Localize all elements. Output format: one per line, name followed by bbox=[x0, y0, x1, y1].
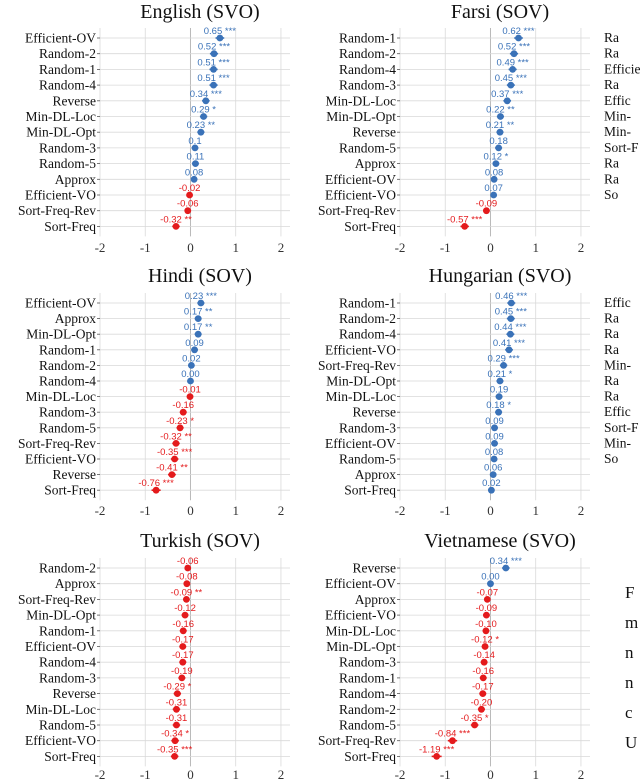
category-label: Efficient-OV bbox=[325, 435, 396, 451]
x-tick-label: -2 bbox=[394, 240, 406, 255]
cropped-caption-text: U bbox=[625, 733, 638, 752]
data-label: 0.44 *** bbox=[494, 322, 527, 334]
cropped-category-label: Effic bbox=[604, 92, 631, 108]
data-label: 0.52 *** bbox=[197, 41, 231, 53]
category-label: Min-DL-Loc bbox=[25, 701, 96, 717]
category-label: Random-5 bbox=[39, 717, 96, 733]
category-label: Random-2 bbox=[39, 357, 96, 373]
cropped-category-label: Sort-F bbox=[604, 419, 639, 435]
category-label: Random-4 bbox=[39, 77, 96, 93]
category-label: Efficient-VO bbox=[325, 342, 396, 358]
cropped-category-label: Effic bbox=[604, 404, 631, 420]
data-label: -0.35 *** bbox=[156, 744, 193, 756]
category-label: Sort-Freq bbox=[44, 218, 96, 234]
category-label: Efficient-VO bbox=[25, 187, 96, 203]
data-label: -0.31 bbox=[165, 713, 188, 724]
x-tick-label: -1 bbox=[139, 240, 151, 255]
x-tick-label: 0 bbox=[187, 240, 194, 255]
panel-title: Turkish (SOV) bbox=[140, 530, 260, 552]
x-tick-label: -1 bbox=[139, 503, 151, 518]
data-label: -0.09 bbox=[475, 198, 498, 210]
category-label: Reverse bbox=[52, 467, 96, 483]
category-label: Random-1 bbox=[39, 623, 96, 639]
category-label: Reverse bbox=[352, 124, 396, 140]
x-tick-label: -1 bbox=[439, 503, 451, 518]
data-label: -0.16 bbox=[472, 665, 495, 677]
category-label: Efficient-OV bbox=[25, 295, 96, 311]
category-label: Min-DL-Loc bbox=[325, 93, 396, 109]
x-tick-label: 2 bbox=[277, 503, 285, 518]
data-label: 0.49 *** bbox=[496, 57, 529, 69]
data-label: -0.16 bbox=[172, 400, 195, 412]
data-label: -1.19 *** bbox=[418, 744, 455, 756]
data-label: 0.62 *** bbox=[502, 26, 535, 37]
category-label: Approx bbox=[354, 467, 396, 483]
data-label: -0.12 bbox=[174, 603, 196, 615]
category-label: Reverse bbox=[352, 404, 396, 420]
data-label: 0.23 *** bbox=[184, 291, 217, 302]
cropped-category-label: Ra bbox=[604, 155, 619, 171]
data-label: 0.17 ** bbox=[183, 306, 213, 318]
category-label: Random-5 bbox=[339, 451, 396, 467]
category-label: Min-DL-Opt bbox=[26, 124, 96, 140]
data-label: -0.29 * bbox=[163, 681, 192, 693]
cropped-category-label: Ra bbox=[604, 171, 619, 187]
category-label: Sort-Freq bbox=[44, 482, 96, 498]
x-tick-label: 0 bbox=[187, 503, 194, 518]
category-label: Sort-Freq bbox=[344, 218, 396, 234]
x-tick-label: -2 bbox=[394, 503, 406, 518]
data-label: -0.17 bbox=[471, 681, 494, 693]
data-label: 0.37 *** bbox=[491, 88, 524, 100]
data-label: 0.02 bbox=[482, 478, 501, 490]
category-label: Random-2 bbox=[339, 311, 396, 327]
x-tick-label: 0 bbox=[187, 767, 194, 782]
category-label: Random-1 bbox=[39, 61, 96, 77]
data-label: -0.09 ** bbox=[170, 587, 203, 599]
category-label: Sort-Freq-Rev bbox=[318, 733, 396, 749]
category-label: Random-5 bbox=[39, 420, 96, 436]
category-label: Min-DL-Opt bbox=[26, 607, 96, 623]
data-label: -0.19 bbox=[171, 665, 193, 677]
data-label: -0.06 bbox=[176, 198, 199, 210]
panel-title: Farsi (SOV) bbox=[450, 1, 550, 23]
category-label: Reverse bbox=[52, 93, 96, 109]
data-label: -0.08 bbox=[176, 571, 198, 583]
panel-2 bbox=[318, 1, 590, 255]
data-label: 0.00 bbox=[481, 571, 500, 583]
panel-4 bbox=[318, 265, 590, 518]
data-label: 0.17 ** bbox=[183, 322, 213, 334]
category-label: Random-3 bbox=[39, 140, 96, 156]
category-label: Efficient-OV bbox=[325, 576, 396, 592]
data-label: -0.17 bbox=[171, 650, 194, 662]
category-label: Sort-Freq bbox=[344, 748, 396, 764]
cropped-category-label: So bbox=[604, 187, 619, 202]
category-label: Random-5 bbox=[39, 156, 96, 172]
category-label: Approx bbox=[354, 591, 396, 607]
x-tick-label: 1 bbox=[532, 503, 539, 518]
x-tick-label: -2 bbox=[394, 767, 406, 782]
cropped-category-label: Ra bbox=[604, 388, 619, 404]
data-label: -0.20 bbox=[470, 697, 493, 709]
data-label: -0.41 ** bbox=[156, 462, 188, 474]
category-label: Min-DL-Loc bbox=[325, 623, 396, 639]
category-label: Efficient-VO bbox=[25, 733, 96, 749]
category-label: Efficient-OV bbox=[325, 171, 396, 187]
data-label: -0.31 bbox=[165, 697, 188, 709]
cropped-category-label: Effic bbox=[604, 295, 631, 310]
x-tick-label: -1 bbox=[139, 767, 151, 782]
cropped-category-label: Min- bbox=[604, 435, 631, 451]
category-label: Min-DL-Loc bbox=[25, 389, 96, 405]
category-label: Min-DL-Opt bbox=[326, 109, 396, 124]
data-label: 0.41 *** bbox=[492, 337, 526, 349]
x-tick-label: -2 bbox=[94, 767, 106, 782]
data-label: 0.1 bbox=[188, 135, 202, 147]
data-label: 0.23 ** bbox=[186, 120, 216, 132]
category-label: Efficient-OV bbox=[25, 30, 96, 46]
data-label: 0.09 bbox=[185, 337, 204, 349]
panel-title: Hungarian (SVO) bbox=[428, 265, 572, 287]
x-tick-label: 0 bbox=[487, 240, 494, 255]
category-label: Random-2 bbox=[39, 560, 96, 576]
x-tick-label: 1 bbox=[532, 767, 539, 782]
data-label: -0.10 bbox=[475, 618, 497, 630]
data-label: -0.34 * bbox=[161, 728, 190, 740]
x-tick-label: -2 bbox=[94, 240, 106, 255]
data-label: 0.45 *** bbox=[494, 306, 527, 318]
data-label: 0.08 bbox=[484, 447, 504, 458]
cropped-category-label: Min- bbox=[604, 124, 631, 140]
category-label: Random-2 bbox=[339, 46, 396, 62]
category-label: Random-4 bbox=[339, 61, 396, 77]
data-label: -0.02 bbox=[178, 183, 201, 194]
cropped-category-label: Ra bbox=[604, 326, 619, 342]
data-label: 0.51 *** bbox=[197, 73, 230, 85]
data-label: -0.06 bbox=[176, 556, 199, 567]
panel-5 bbox=[18, 530, 290, 782]
x-tick-label: -2 bbox=[94, 503, 106, 518]
category-label: Min-DL-Opt bbox=[326, 639, 396, 654]
category-label: Random-4 bbox=[39, 373, 96, 389]
data-label: -0.09 bbox=[475, 603, 498, 615]
data-label: -0.17 bbox=[171, 634, 194, 646]
data-label: -0.12 * bbox=[471, 634, 500, 646]
data-label: -0.84 *** bbox=[434, 728, 471, 740]
category-label: Efficient-VO bbox=[325, 187, 396, 203]
cropped-category-label: Efficie bbox=[604, 61, 640, 77]
data-label: 0.08 bbox=[484, 167, 504, 179]
category-label: Approx bbox=[54, 171, 96, 187]
category-label: Random-2 bbox=[339, 701, 396, 717]
category-label: Random-3 bbox=[339, 654, 396, 670]
x-tick-label: 2 bbox=[577, 240, 585, 255]
data-label: -0.01 bbox=[179, 384, 201, 396]
category-label: Sort-Freq-Rev bbox=[318, 203, 396, 219]
category-label: Sort-Freq-Rev bbox=[18, 591, 96, 607]
x-tick-label: 1 bbox=[532, 240, 539, 255]
category-label: Random-1 bbox=[39, 342, 96, 358]
data-label: 0.34 *** bbox=[189, 88, 222, 100]
data-label: 0.21 ** bbox=[485, 120, 515, 132]
panel-title: English (SVO) bbox=[140, 1, 260, 23]
category-label: Sort-Freq bbox=[344, 482, 396, 498]
category-label: Random-5 bbox=[339, 717, 396, 733]
data-label: 0.08 bbox=[184, 167, 204, 179]
category-label: Efficient-VO bbox=[25, 451, 96, 467]
data-label: 0.45 *** bbox=[494, 73, 527, 85]
category-label: Min-DL-Opt bbox=[326, 373, 396, 389]
panel-6 bbox=[318, 530, 590, 782]
cropped-category-label: So bbox=[604, 451, 619, 466]
cropped-category-label: Min- bbox=[604, 108, 631, 124]
cropped-caption-text: m bbox=[625, 613, 639, 632]
x-tick-label: 1 bbox=[232, 767, 239, 782]
category-label: Efficient-OV bbox=[25, 639, 96, 654]
cropped-category-label: Ra bbox=[604, 45, 619, 61]
x-tick-label: 1 bbox=[232, 503, 239, 518]
data-label: 0.19 bbox=[489, 384, 509, 396]
data-label: -0.23 * bbox=[166, 415, 195, 427]
category-label: Random-5 bbox=[339, 140, 396, 156]
panel-3 bbox=[18, 265, 290, 518]
data-label: 0.65 *** bbox=[203, 26, 236, 37]
category-label: Reverse bbox=[352, 560, 396, 576]
category-label: Sort-Freq bbox=[44, 748, 96, 764]
category-label: Random-3 bbox=[339, 77, 396, 93]
cropped-category-label: Ra bbox=[604, 310, 619, 326]
data-label: 0.06 bbox=[483, 462, 503, 474]
x-tick-label: 0 bbox=[487, 767, 494, 782]
cropped-caption-text: F bbox=[625, 583, 635, 602]
data-label: 0.07 bbox=[484, 183, 503, 194]
data-label: 0.52 *** bbox=[497, 41, 531, 53]
data-label: -0.32 ** bbox=[160, 214, 192, 226]
category-label: Sort-Freq-Rev bbox=[18, 203, 96, 219]
category-label: Approx bbox=[54, 576, 96, 592]
data-label: 0.51 *** bbox=[197, 57, 230, 69]
data-label: -0.16 bbox=[172, 618, 195, 630]
cropped-caption-text: n bbox=[625, 643, 634, 662]
data-label: 0.00 bbox=[181, 369, 200, 380]
cropped-category-label: Ra bbox=[604, 30, 619, 45]
data-label: 0.29 *** bbox=[487, 353, 520, 365]
data-label: 0.18 bbox=[489, 135, 508, 147]
cropped-caption-text: c bbox=[625, 703, 633, 722]
data-label: -0.07 bbox=[476, 587, 499, 599]
data-label: 0.11 bbox=[186, 151, 205, 163]
category-label: Random-3 bbox=[339, 420, 396, 436]
category-label: Sort-Freq-Rev bbox=[318, 357, 396, 373]
x-tick-label: 0 bbox=[487, 503, 494, 518]
category-label: Reverse bbox=[52, 686, 96, 702]
data-label: -0.57 *** bbox=[446, 214, 483, 226]
category-label: Approx bbox=[354, 156, 396, 172]
data-label: -0.76 *** bbox=[138, 478, 174, 490]
data-label: -0.35 *** bbox=[156, 447, 193, 458]
category-label: Random-1 bbox=[339, 670, 396, 686]
data-label: 0.18 * bbox=[486, 400, 512, 412]
x-tick-label: 2 bbox=[577, 503, 585, 518]
data-label: 0.22 ** bbox=[486, 104, 515, 116]
category-label: Random-1 bbox=[339, 30, 396, 46]
category-label: Min-DL-Opt bbox=[26, 326, 96, 342]
cropped-category-label: Min- bbox=[604, 357, 631, 373]
cropped-category-label: Ra bbox=[604, 341, 619, 357]
category-label: Random-4 bbox=[339, 686, 396, 702]
category-label: Random-3 bbox=[39, 670, 96, 686]
x-tick-label: 2 bbox=[277, 767, 285, 782]
x-tick-label: 2 bbox=[277, 240, 285, 255]
data-label: 0.12 * bbox=[483, 151, 509, 163]
category-label: Random-3 bbox=[39, 404, 96, 420]
x-tick-label: -1 bbox=[439, 240, 451, 255]
x-tick-label: -1 bbox=[439, 767, 451, 782]
cropped-category-label: Ra bbox=[604, 373, 619, 388]
cropped-category-label: Ra bbox=[604, 77, 619, 93]
data-label: 0.09 bbox=[485, 415, 504, 427]
category-label: Efficient-VO bbox=[325, 607, 396, 623]
category-label: Random-1 bbox=[339, 295, 396, 311]
category-label: Min-DL-Loc bbox=[325, 389, 396, 405]
category-label: Random-4 bbox=[39, 654, 96, 670]
data-label: -0.32 ** bbox=[160, 431, 192, 443]
category-label: Random-4 bbox=[339, 326, 396, 342]
x-tick-label: 2 bbox=[577, 767, 585, 782]
category-label: Approx bbox=[54, 311, 96, 327]
data-label: 0.46 *** bbox=[495, 291, 528, 302]
cropped-caption-text: n bbox=[625, 673, 634, 692]
data-label: 0.02 bbox=[182, 353, 201, 365]
panel-title: Vietnamese (SVO) bbox=[424, 530, 576, 552]
data-label: 0.29 * bbox=[191, 104, 217, 116]
data-label: -0.35 * bbox=[460, 713, 489, 724]
panel-1 bbox=[18, 1, 290, 255]
panel-title: Hindi (SOV) bbox=[148, 265, 252, 287]
data-label: 0.34 *** bbox=[489, 556, 522, 567]
category-label: Min-DL-Loc bbox=[25, 109, 96, 124]
data-label: 0.09 bbox=[485, 431, 504, 443]
data-label: 0.21 * bbox=[487, 369, 513, 380]
data-label: -0.14 bbox=[473, 650, 495, 662]
category-label: Sort-Freq-Rev bbox=[18, 435, 96, 451]
cropped-category-label: Sort-F bbox=[604, 139, 639, 155]
category-label: Random-2 bbox=[39, 46, 96, 62]
x-tick-label: 1 bbox=[232, 240, 239, 255]
